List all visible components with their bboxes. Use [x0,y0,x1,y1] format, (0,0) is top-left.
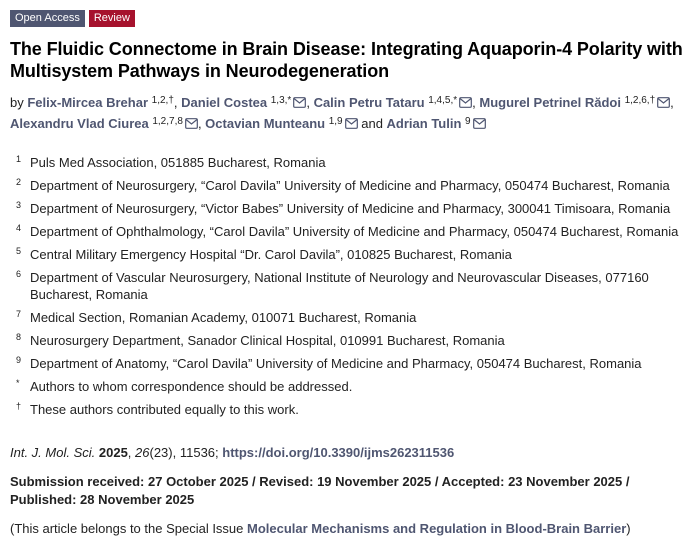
author-affiliation-sup: 1,4,5,* [428,95,458,106]
affiliation-row [10,154,688,171]
publication-dates: Submission received: 27 October 2025 / Revised: 19 November 2025 / Accepted: 23 November 2025 / Published: 28 November 2025 [10,474,630,507]
affiliation-row [10,200,688,217]
envelope-icon[interactable] [185,115,198,135]
author-entry [10,116,205,131]
special-issue-note [10,520,688,537]
doi-link[interactable]: https://doi.org/10.3390/ijms262311536 [222,445,455,460]
affiliation-number: 3 [16,200,22,210]
article-title: The Fluidic Connectome in Brain Disease: Integrating Aquaporin-4 Polarity with Multisystem Pathways in Neurodegeneration [10,39,683,81]
open-access-badge[interactable]: Open Access [10,10,85,27]
affiliation-text: Medical Section, Romanian Academy, 010071 Bucharest, Romania [30,310,417,325]
review-badge[interactable]: Review [89,10,135,27]
envelope-icon[interactable] [657,94,670,114]
author-entry [205,116,386,131]
affiliation-text: Central Military Emergency Hospital “Dr. Carol Davila”, 010825 Bucharest, Romania [30,247,512,262]
affiliation-number: 7 [16,309,22,319]
author-separator: , [670,95,674,110]
affiliation-number: 5 [16,246,22,256]
affiliation-number: 9 [16,355,22,365]
affiliation-number: † [16,401,22,411]
author-affiliation-sup: 1,2,7,8 [152,116,183,127]
envelope-icon[interactable] [345,115,358,135]
affiliation-row [10,177,688,194]
by-label: by [10,95,24,110]
citation-year: 2025 [98,445,128,460]
envelope-icon[interactable] [293,94,306,114]
author-separator: and [357,116,387,131]
affiliation-number: 4 [16,223,22,233]
author-list [10,93,688,135]
author-entry [314,95,480,110]
author-name-link[interactable]: Felix-Mircea Brehar [27,95,149,110]
affiliation-row [10,269,688,303]
author-name-link[interactable]: Octavian Munteanu [205,116,326,131]
author-affiliation-sup: 1,2,† [151,95,174,106]
affiliation-number: * [16,378,20,388]
authors-container [10,95,674,131]
citation-volume: 26 [135,445,150,460]
author-entry [479,95,673,110]
author-affiliation-sup: 9 [465,116,471,127]
author-separator: , [173,95,182,110]
affiliation-text: Department of Neurosurgery, “Victor Babes” University of Medicine and Pharmacy, 300041 Timisoara, Romania [30,201,671,216]
author-entry [387,116,486,131]
special-issue-link[interactable]: Molecular Mechanisms and Regulation in Blood-Brain Barrier [247,521,627,536]
affiliation-row [10,378,688,395]
author-affiliation-sup: 1,3,* [270,95,292,106]
envelope-icon[interactable] [473,115,486,135]
affiliation-row [10,309,688,326]
author-affiliation-sup: 1,9 [328,116,343,127]
journal-name: Int. J. Mol. Sci. [10,445,96,460]
citation [10,444,688,461]
affiliation-text: Department of Ophthalmology, “Carol Davila” University of Medicine and Pharmacy, 050474 Bucharest, Romania [30,224,679,239]
author-separator: , [306,95,314,110]
author-separator: , [472,95,480,110]
author-entry [27,95,181,110]
special-issue-prefix: (This article belongs to the Special Issue [10,521,248,536]
author-entry [181,95,313,110]
affiliation-list [10,154,688,418]
affiliation-row [10,223,688,240]
envelope-icon[interactable] [459,94,472,114]
author-name-link[interactable]: Adrian Tulin [386,116,462,131]
affiliation-text: Puls Med Association, 051885 Bucharest, Romania [30,155,326,170]
affiliation-number: 8 [16,332,22,342]
affiliation-number: 6 [16,269,22,279]
author-name-link[interactable]: Daniel Costea [181,95,268,110]
author-name-link[interactable]: Mugurel Petrinel Rădoi [479,95,621,110]
author-affiliation-sup: 1,2,6,† [624,95,656,106]
affiliation-text: Authors to whom correspondence should be addressed. [30,379,353,394]
citation-issue-pages: (23), 11536; [149,445,223,460]
special-issue-suffix: ) [626,521,631,536]
affiliation-text: Department of Neurosurgery, “Carol Davila” University of Medicine and Pharmacy, 050474 Bucharest, Romania [30,178,670,193]
citation-sep: , [127,445,136,460]
affiliation-row [10,355,688,372]
affiliation-number: 2 [16,177,22,187]
author-separator: , [197,116,206,131]
affiliation-row [10,246,688,263]
affiliation-row [10,401,688,418]
affiliation-text: Department of Vascular Neurosurgery, National Institute of Neurology and Neurovascular Diseases, 077160 Bucharest, Romania [30,270,649,302]
affiliation-text: Department of Anatomy, “Carol Davila” University of Medicine and Pharmacy, 050474 Bucharest, Romania [30,356,642,371]
badge-row [10,10,688,27]
author-name-link[interactable]: Calin Petru Tataru [313,95,425,110]
affiliation-row [10,332,688,349]
affiliation-text: Neurosurgery Department, Sanador Clinical Hospital, 010991 Bucharest, Romania [30,333,505,348]
affiliation-text: These authors contributed equally to this work. [30,402,299,417]
author-name-link[interactable]: Alexandru Vlad Ciurea [10,116,149,131]
affiliation-number: 1 [16,154,22,164]
